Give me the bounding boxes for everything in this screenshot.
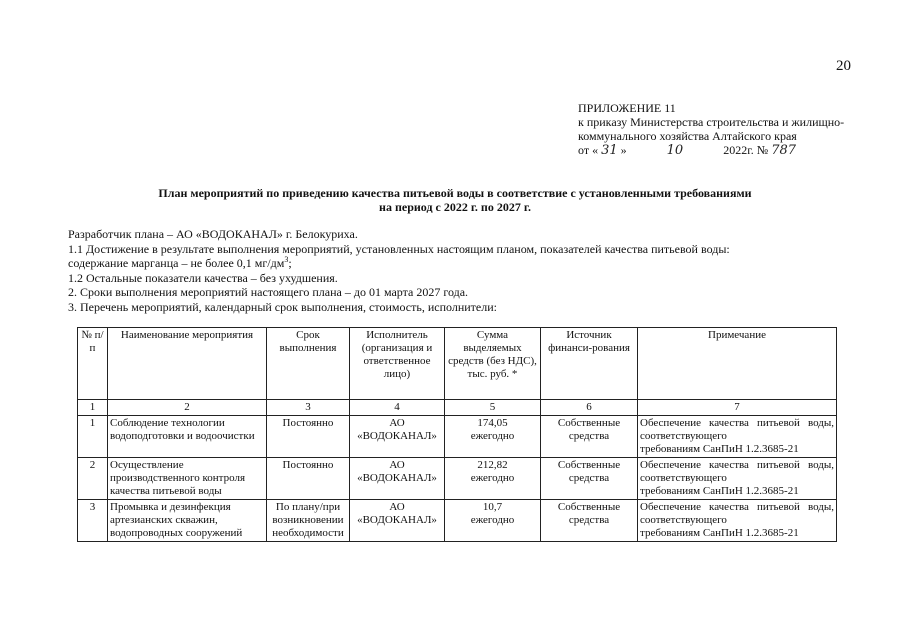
intro-manganese: содержание марганца – не более 0,1 $мг/дм^3$;	[68, 255, 292, 270]
column-number-row	[78, 400, 837, 416]
row-executor: АО «ВОДОКАНАЛ»	[350, 458, 445, 500]
intro-item-2: 2. Сроки выполнения мероприятий настоящего плана – до 01 марта 2027 года.	[68, 285, 469, 299]
column-number: 3	[267, 400, 350, 416]
row-sum: 174,05 ежегодно	[445, 416, 541, 458]
header-source: Источник финанси-рования	[541, 328, 638, 400]
column-number: 4	[350, 400, 445, 416]
appendix-date-line	[578, 143, 844, 158]
table-row	[78, 458, 837, 500]
title-line-1: План мероприятий по приведению качества питьевой воды в соответствие с установленными требованиями	[158, 186, 752, 200]
row-note: Обеспечение качества питьевой воды, соответствующего требованиям СанПиН 1.2.3685-21	[638, 458, 837, 500]
intro-item-3: 3. Перечень мероприятий, календарный срок выполнения, стоимость, исполнители:	[68, 299, 497, 314]
appendix-ministry-line: коммунального хозяйства Алтайского края	[578, 129, 797, 143]
row-name: Осуществление производственного контроля качества питьевой воды	[108, 458, 267, 500]
appendix-block	[578, 101, 844, 158]
row-executor: АО «ВОДОКАНАЛ»	[350, 416, 445, 458]
row-term: Постоянно	[267, 416, 350, 458]
row-term: Постоянно	[267, 458, 350, 500]
appendix-order-line: к приказу Министерства строительства и жилищно-	[578, 115, 845, 129]
column-number: 1	[78, 400, 108, 416]
header-sum: Сумма выделяемых средств (без НДС), тыс. руб. *	[445, 328, 541, 400]
row-note: Обеспечение качества питьевой воды, соответствующего требованиям СанПиН 1.2.3685-21	[638, 500, 837, 542]
header-name: Наименование мероприятия	[108, 328, 267, 400]
header-num: № п/п	[78, 328, 108, 400]
table-header-row	[78, 328, 837, 400]
column-number: 6	[541, 400, 638, 416]
handwritten-order-number: 787	[771, 143, 797, 158]
header-term: Срок выполнения	[267, 328, 350, 400]
row-source: Собственные средства	[541, 458, 638, 500]
row-sum: 212,82 ежегодно	[445, 458, 541, 500]
handwritten-day: 31	[601, 143, 618, 158]
date-prefix: от «	[578, 143, 599, 157]
intro-developer: Разработчик плана – АО «ВОДОКАНАЛ» г. Белокуриха.	[68, 227, 358, 241]
row-term: По плану/при возникновении необходимости	[267, 500, 350, 542]
column-number: 2	[108, 400, 267, 416]
intro-item-1-1: 1.1 Достижение в результате выполнения мероприятий, установленных настоящим планом, показателей качества питьевой воды:	[68, 241, 730, 256]
title-line-2: на период с 2022 г. по 2027 г.	[379, 200, 531, 214]
row-executor: АО «ВОДОКАНАЛ»	[350, 500, 445, 542]
row-note: Обеспечение качества питьевой воды, соответствующего требованиям СанПиН 1.2.3685-21	[638, 416, 837, 458]
column-number: 5	[445, 400, 541, 416]
row-source: Собственные средства	[541, 500, 638, 542]
row-num: 1	[78, 416, 108, 458]
measures-table	[77, 327, 837, 542]
row-name: Соблюдение технологии водоподготовки и водоочистки	[108, 416, 267, 458]
intro-item-1-2: 1.2 Остальные показатели качества – без ухудшения.	[68, 270, 338, 285]
header-note: Примечание	[638, 328, 837, 400]
page-number: 20	[836, 58, 851, 74]
column-number: 7	[638, 400, 837, 416]
row-name: Промывка и дезинфекция артезианских скважин, водопроводных сооружений	[108, 500, 267, 542]
table-row	[78, 416, 837, 458]
date-day-close: »	[620, 143, 627, 157]
row-sum: 10,7 ежегодно	[445, 500, 541, 542]
table-row	[78, 500, 837, 542]
header-executor: Исполнитель (организация и ответственное лицо)	[350, 328, 445, 400]
handwritten-month: 10	[666, 143, 684, 158]
document-title	[60, 186, 850, 214]
appendix-title: ПРИЛОЖЕНИЕ 11	[578, 101, 676, 115]
row-source: Собственные средства	[541, 416, 638, 458]
row-num: 3	[78, 500, 108, 542]
row-num: 2	[78, 458, 108, 500]
date-year: 2022г. №	[723, 143, 769, 157]
intro-text	[68, 227, 730, 314]
